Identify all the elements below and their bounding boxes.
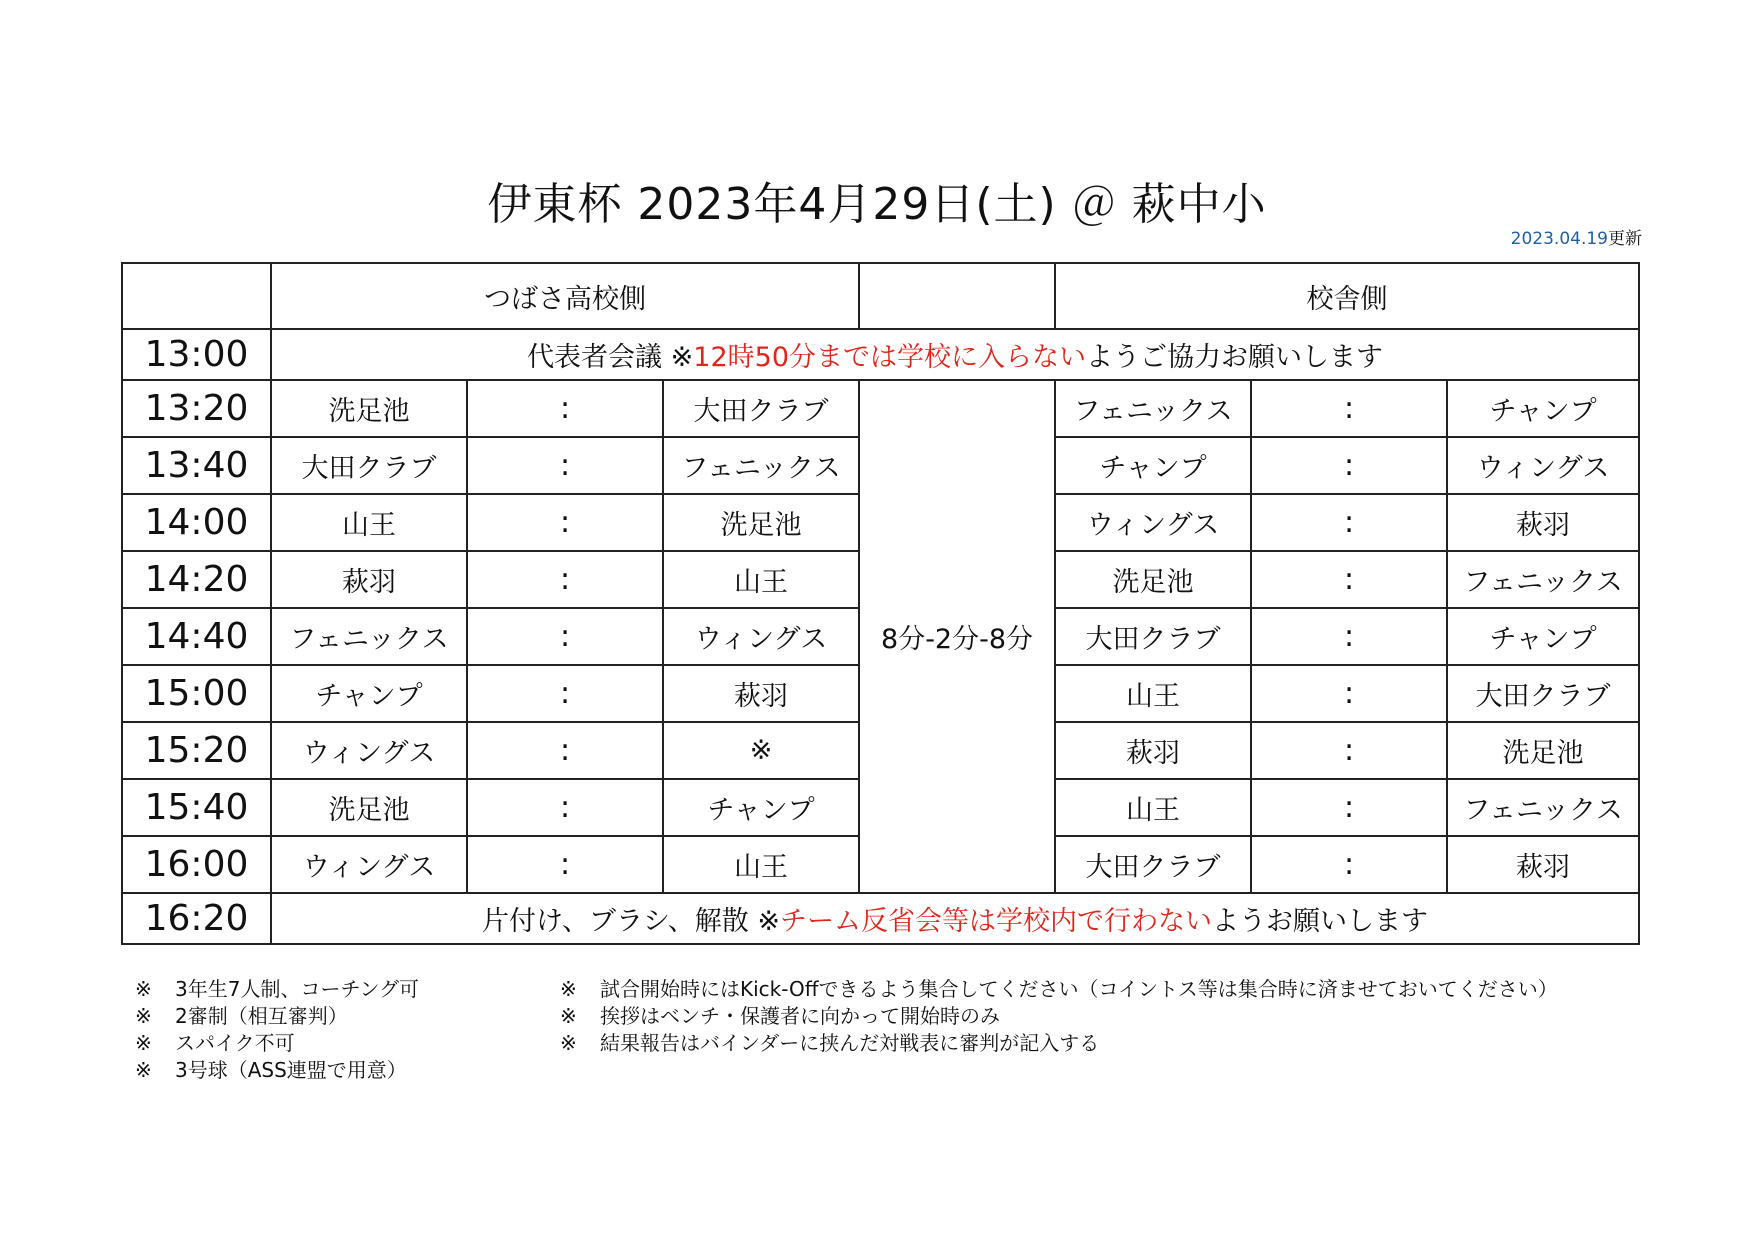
opening-note-text: 代表者会議 ※	[527, 342, 694, 373]
time-cell: 16:00	[122, 836, 271, 893]
right-team-2: 萩羽	[1447, 494, 1639, 551]
right-team-2: フェニックス	[1447, 779, 1639, 836]
footnote-mark: ※	[560, 977, 577, 1001]
right-team-1: 洗足池	[1055, 551, 1251, 608]
closing-note	[271, 893, 1639, 944]
opening-note-warning: 12時50分までは学校に入らない	[693, 342, 1086, 373]
left-team-1: 大田クラブ	[271, 437, 467, 494]
opening-row	[122, 329, 1639, 380]
header-middle-cell	[859, 263, 1055, 329]
time-cell: 14:00	[122, 494, 271, 551]
time-cell: 15:20	[122, 722, 271, 779]
opening-note-text-end: ようご協力お願いします	[1086, 342, 1383, 373]
closing-row	[122, 893, 1639, 944]
header-right-side: 校舎側	[1055, 263, 1639, 329]
left-separator: :	[467, 494, 663, 551]
left-team-2: チャンプ	[663, 779, 859, 836]
schedule-table	[121, 262, 1640, 945]
time-cell: 13:40	[122, 437, 271, 494]
right-team-2: チャンプ	[1447, 608, 1639, 665]
left-team-2: 山王	[663, 551, 859, 608]
header-left-side: つばさ高校側	[271, 263, 859, 329]
left-separator: :	[467, 665, 663, 722]
time-cell: 13:20	[122, 380, 271, 437]
right-separator: :	[1251, 380, 1447, 437]
left-team-2: ウィングス	[663, 608, 859, 665]
right-team-1: 大田クラブ	[1055, 836, 1251, 893]
footnote-mark: ※	[560, 1031, 577, 1055]
footnote-mark: ※	[560, 1004, 577, 1028]
left-team-1: 山王	[271, 494, 467, 551]
left-separator: :	[467, 722, 663, 779]
left-team-1: ウィングス	[271, 722, 467, 779]
right-team-2: 大田クラブ	[1447, 665, 1639, 722]
left-separator: :	[467, 836, 663, 893]
footnote-item	[560, 1003, 1558, 1030]
notes-right	[560, 976, 1558, 1057]
right-team-2: フェニックス	[1447, 551, 1639, 608]
match-row	[122, 380, 1639, 437]
right-separator: :	[1251, 551, 1447, 608]
header-row	[122, 263, 1639, 329]
time-cell: 13:00	[122, 329, 271, 380]
footnote-item	[135, 1030, 419, 1057]
closing-note-text-end: ようお願いします	[1212, 906, 1429, 937]
left-team-2: フェニックス	[663, 437, 859, 494]
right-separator: :	[1251, 722, 1447, 779]
right-team-1: ウィングス	[1055, 494, 1251, 551]
notes-left	[135, 976, 419, 1084]
updated-date: 2023.04.19	[1510, 229, 1608, 249]
left-separator: :	[467, 608, 663, 665]
footnote-mark: ※	[135, 1004, 152, 1028]
right-team-2: ウィングス	[1447, 437, 1639, 494]
left-separator: :	[467, 437, 663, 494]
left-team-2: ※	[663, 722, 859, 779]
left-separator: :	[467, 380, 663, 437]
footnote-item	[560, 1030, 1558, 1057]
footnote-item	[135, 976, 419, 1003]
right-separator: :	[1251, 779, 1447, 836]
updated-stamp	[1511, 224, 1642, 249]
left-team-1: 洗足池	[271, 779, 467, 836]
footnote-text: 挨拶はベンチ・保護者に向かって開始時のみ	[600, 1004, 1000, 1028]
footnote-mark: ※	[135, 1031, 152, 1055]
footnote-text: 結果報告はバインダーに挟んだ対戦表に審判が記入する	[600, 1031, 1100, 1055]
closing-note-text: 片付け、ブラシ、解散 ※	[482, 906, 781, 937]
footnote-item	[560, 976, 1558, 1003]
footnote-text: 試合開始時にはKick-Offできるよう集合してください（コイントス等は集合時に済ませておいてください）	[600, 977, 1558, 1001]
opening-note	[271, 329, 1639, 380]
time-cell: 16:20	[122, 893, 271, 944]
left-team-1: 洗足池	[271, 380, 467, 437]
right-separator: :	[1251, 608, 1447, 665]
right-team-1: フェニックス	[1055, 380, 1251, 437]
right-team-1: 大田クラブ	[1055, 608, 1251, 665]
left-team-1: 萩羽	[271, 551, 467, 608]
left-team-2: 大田クラブ	[663, 380, 859, 437]
footnote-text: スパイク不可	[175, 1031, 295, 1055]
header-corner-cell	[122, 263, 271, 329]
right-separator: :	[1251, 665, 1447, 722]
left-team-1: ウィングス	[271, 836, 467, 893]
right-separator: :	[1251, 437, 1447, 494]
footnote-mark: ※	[135, 1058, 152, 1082]
right-team-1: 山王	[1055, 665, 1251, 722]
left-separator: :	[467, 551, 663, 608]
footnote-item	[135, 1003, 419, 1030]
footnote-item	[135, 1057, 419, 1084]
right-team-2: 洗足池	[1447, 722, 1639, 779]
left-team-1: フェニックス	[271, 608, 467, 665]
footnote-text: 2審制（相互審判）	[175, 1004, 348, 1028]
match-duration: 8分-2分-8分	[859, 380, 1055, 893]
footnote-mark: ※	[135, 977, 152, 1001]
right-separator: :	[1251, 494, 1447, 551]
time-cell: 14:40	[122, 608, 271, 665]
left-team-2: 萩羽	[663, 665, 859, 722]
schedule-body	[122, 263, 1639, 944]
time-cell: 14:20	[122, 551, 271, 608]
right-team-2: 萩羽	[1447, 836, 1639, 893]
updated-suffix: 更新	[1608, 229, 1642, 249]
right-team-2: チャンプ	[1447, 380, 1639, 437]
left-team-2: 洗足池	[663, 494, 859, 551]
right-team-1: チャンプ	[1055, 437, 1251, 494]
right-separator: :	[1251, 836, 1447, 893]
left-separator: :	[467, 779, 663, 836]
right-team-1: 山王	[1055, 779, 1251, 836]
left-team-2: 山王	[663, 836, 859, 893]
time-cell: 15:40	[122, 779, 271, 836]
footnote-text: 3年生7人制、コーチング可	[175, 977, 420, 1001]
time-cell: 15:00	[122, 665, 271, 722]
footnote-text: 3号球（ASS連盟で用意）	[175, 1058, 407, 1082]
right-team-1: 萩羽	[1055, 722, 1251, 779]
left-team-1: チャンプ	[271, 665, 467, 722]
closing-note-warning: チーム反省会等は学校内で行わない	[780, 906, 1213, 937]
page-title: 伊東杯 2023年4月29日(土) ＠ 萩中小	[487, 179, 1267, 230]
